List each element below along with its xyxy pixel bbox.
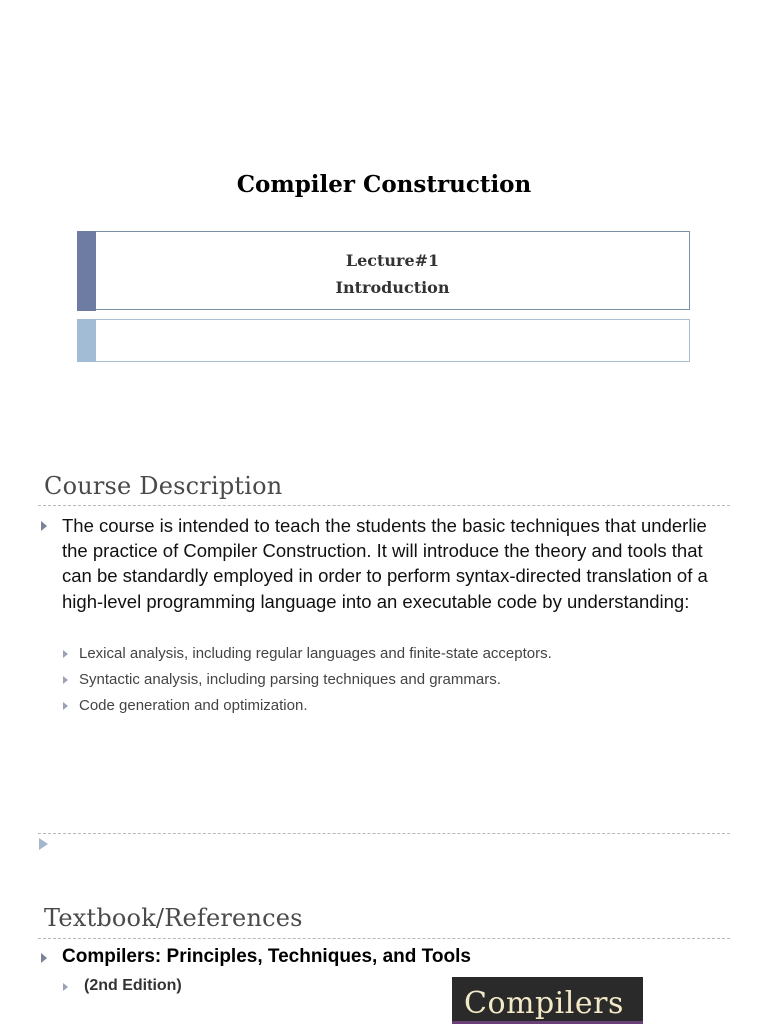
slide-title: Compiler Construction (236, 171, 532, 198)
sub-bullet-arrow-icon (63, 650, 68, 658)
book-cover-image (452, 977, 643, 1024)
sub-item-codegen: Code generation and optimization. (79, 697, 308, 714)
book-cover-title: Compilers (464, 986, 624, 1021)
placeholder-accent-bar (77, 319, 96, 362)
sub-bullet-arrow-icon (63, 702, 68, 710)
bullet-arrow-icon (41, 953, 47, 963)
course-description-heading: Course Description (44, 472, 283, 500)
subtitle-box (77, 231, 690, 310)
textbook-heading: Textbook/References (44, 904, 303, 932)
bullet-arrow-icon (41, 521, 47, 531)
next-slide-arrow-icon[interactable] (39, 838, 48, 850)
empty-placeholder-box (77, 319, 690, 362)
textbook-heading-divider (38, 938, 730, 939)
sub-bullet-arrow-icon (63, 983, 68, 991)
course-paragraph: The course is intended to teach the students the basic techniques that underlie the practice of Compiler Construction. It will introduce the theory and tools that can be standardly employed in order to perform syntax-directed translation of a high-level programming language into an executable code by understanding: (62, 515, 708, 612)
subtitle-accent-bar (77, 231, 96, 311)
footer-divider (38, 833, 730, 834)
lecture-topic: Introduction (335, 278, 450, 297)
sub-item-syntactic: Syntactic analysis, including parsing techniques and grammars. (79, 671, 501, 688)
sub-bullet-arrow-icon (63, 676, 68, 684)
book-edition: (2nd Edition) (84, 977, 182, 994)
title-slide (0, 0, 768, 430)
sub-item-lexical: Lexical analysis, including regular languages and finite-state acceptors. (79, 645, 552, 662)
heading-divider (38, 505, 730, 506)
lecture-number: Lecture#1 (345, 251, 440, 270)
book-title: Compilers: Principles, Techniques, and Tools (62, 946, 471, 967)
subtitle-text (96, 247, 689, 301)
